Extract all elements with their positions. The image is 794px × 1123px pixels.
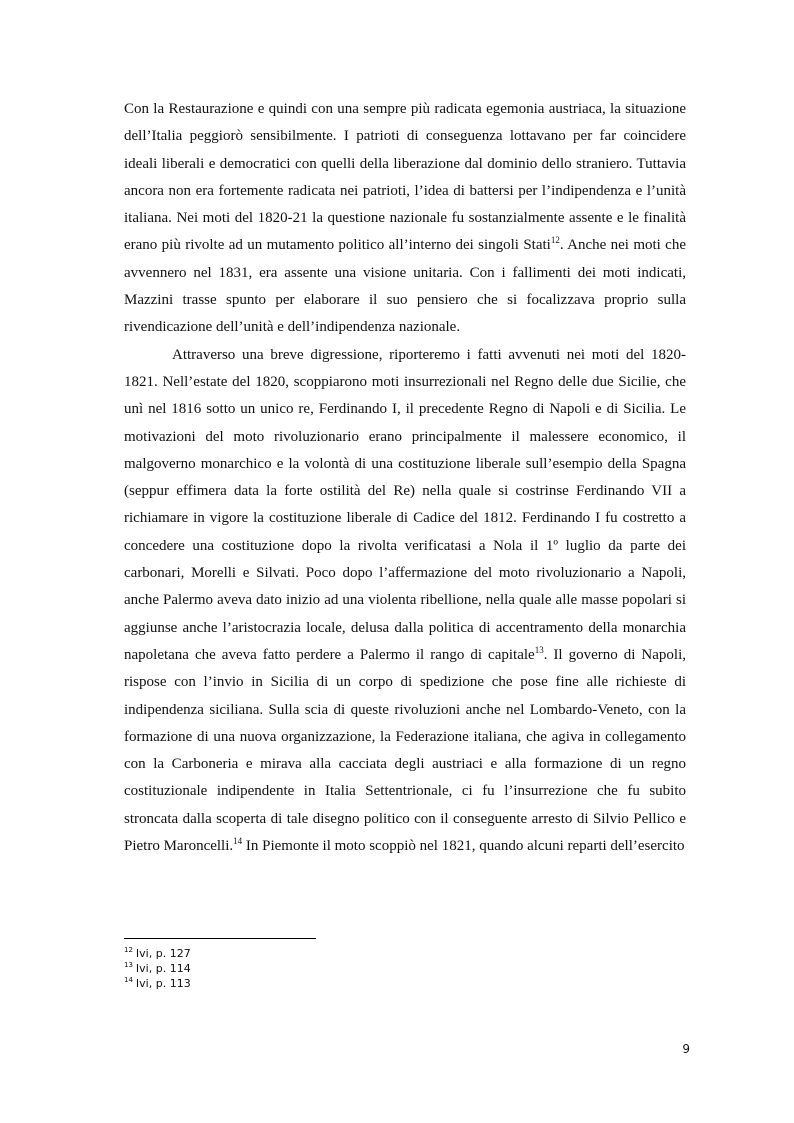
footnote-text: Ivi, p. 113 [135,977,191,990]
paragraph-text: . Anche nei moti che avvennero nel 1831, era assente una visione unitaria. Con i fallimenti dei moti indicati, Mazzini trasse spunto per elaborare il suo pensiero che si focalizzava proprio sulla rivendicazione dell’unità e dell’indipendenza nazionale. [124,237,686,336]
footnote-ref-14[interactable]: 14 [233,836,243,847]
footnote-item [124,946,191,961]
footnote-separator [124,938,316,939]
paragraph-text: Con la Restaurazione e quindi con una sempre più radicata egemonia austriaca, la situazione dell’Italia peggiorò sensibilmente. I patrioti di conseguenza lottavano per far coincidere ideali liberali e democratici con quelli della liberazione dal dominio dello straniero. Tuttavia ancora non era fortemente radicata nei patrioti, l’idea di battersi per l’indipendenza e l’unità italiana. Nei moti del 1820-21 la questione nazionale fu sostanzialmente assente e le finalità erano più rivolte ad un mutamento politico all’interno dei singoli Stati [124,101,686,254]
footnote-number: 12 [124,946,133,955]
paragraph-text: In Piemonte il moto scoppiò nel 1821, quando alcuni reparti dell’esercito [242,838,685,855]
footnotes [124,946,191,991]
footnote-ref-12[interactable]: 12 [550,235,560,246]
paragraph-text: . Il governo di Napoli, rispose con l’invio in Sicilia di un corpo di spedizione che pose fine alle richieste di indipendenza siciliana. Sulla scia di queste rivoluzioni anche nel Lombardo-Veneto, con la formazione di una nuova organizzazione, la Federazione italiana, che agiva in collegamento con la Carboneria e mirava alla cacciata degli austriaci e alla formazione di un regno costituzionale indipendente in Italia Settentrionale, ci fu l’insurrezione che fu subito stroncata dalla scoperta di tale disegno politico con il conseguente arresto di Silvio Pellico e Pietro Maroncelli. [124,646,687,855]
footnote-item [124,976,191,991]
footnote-ref-13[interactable]: 13 [534,644,544,655]
footnote-item [124,961,191,976]
paragraph-1 [124,96,686,342]
footnote-number: 14 [124,976,133,985]
body-text [124,96,686,860]
footnote-text: Ivi, p. 127 [135,947,191,960]
footnote-number: 13 [124,961,133,970]
page-number: 9 [682,1042,690,1056]
footnote-text: Ivi, p. 114 [135,962,191,975]
paragraph-text: Attraverso una breve digressione, riporteremo i fatti avvenuti nei moti del 1820-1821. Nell’estate del 1820, scoppiarono moti insurrezionali nel Regno delle due Sicilie, che unì nel 1816 sotto un unico re, Ferdinando I, il precedente Regno di Napoli e di Sicilia. Le motivazioni del moto rivoluzionario erano principalmente il malessere economico, il malgoverno monarchico e la volontà di una costituzione liberale sull’esempio della Spagna (seppur effimera data la forte ostilità del Re) nella quale si costrinse Ferdinando VII a richiamare in vigore la costituzione liberale di Cadice del 1812. Ferdinando I fu costretto a concedere una costituzione dopo la rivolta verificatasi a Nola il 1º luglio da parte dei carbonari, Morelli e Silvati. Poco dopo l’affermazione del moto rivoluzionario a Napoli, anche Palermo aveva dato inizio ad una violenta ribellione, nella quale alle masse popolari si aggiunse anche l’aristocrazia locale, delusa dalla politica di accentramento della monarchia napoletana che aveva fatto perdere a Palermo il rango di capitale [124,346,686,663]
paragraph-2 [124,342,686,861]
